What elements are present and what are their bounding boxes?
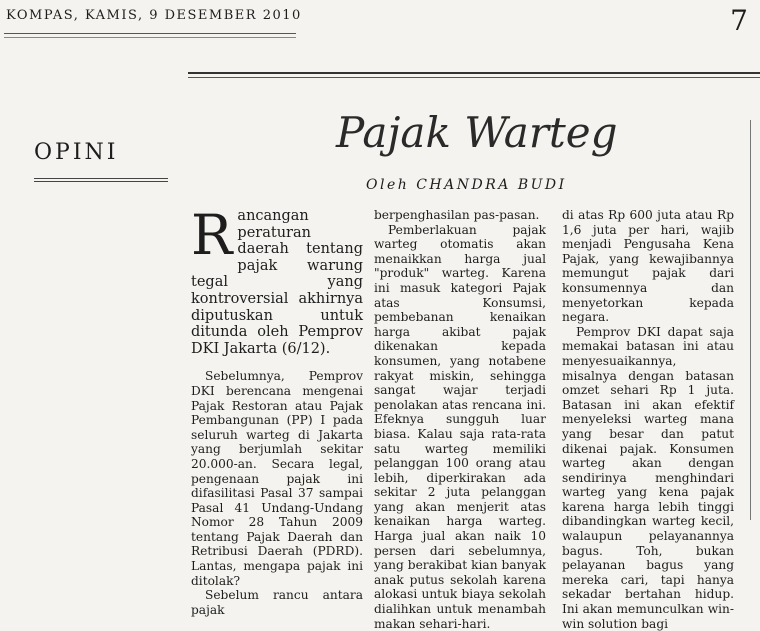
paragraph: Sebelumnya, Pemprov DKI berencana mengenai Pajak Restoran atau Pajak Pembangunan (PP) I pada seluruh warteg di Jakarta yang berjumlah sekitar 20.000-an. Secara legal, pengenaan pajak ini difasilitasi Pasal 37 sampai Pasal 41 Undang-Undang Nomor 28 Tahun 2009 tentang Pajak Daerah dan Retribusi Daerah (PDRD). Lantas, mengapa pajak ini ditolak? (191, 369, 363, 588)
paragraph: Pemprov DKI dapat saja memakai batasan ini atau menyesuaikannya, misalnya dengan batasan omzet sehari Rp 1 juta. Batasan ini akan efektif menyeleksi warteg mana yang besar dan patut dikenai pajak. Konsumen warteg akan dengan sendirinya menghindari warteg yang kena pajak karena harga lebih tinggi dibandingkan warteg kecil, walaupun pelayanannya bagus. Toh, bukan pelayanan bagus yang mereka cari, tapi hanya sekadar bertahan hidup. Ini akan memunculkan win-win solution bagi (562, 324, 734, 631)
article-title: Pajak Warteg (336, 108, 618, 157)
section-label: OPINI (34, 140, 119, 165)
byline: Oleh CHANDRA BUDI (366, 177, 567, 193)
section-rule (34, 181, 168, 182)
date-line: KOMPAS, KAMIS, 9 DESEMBER 2010 (6, 8, 302, 23)
paragraph: Pemberlakuan pajak warteg otomatis akan menaikkan harga jual "produk" warteg. Karena ini masuk kategori Pajak atas Konsumsi, pembebanan kenaikan harga akibat pajak dikenakan kepada konsumen, yang notabene rakyat miskin, sehingga sangat wajar terjadi penolakan atas rencana ini. Efeknya sungguh luar biasa. Kalau saja rata-rata satu warteg memiliki pelanggan 100 orang atau lebih, diperkirakan ada sekitar 2 juta pelanggan yang akan menjerit atas kenaikan harga warteg. Harga jual akan naik 10 persen dari sebelumnya, yang berakibat kian banyak anak putus sekolah karena alokasi untuk biaya sekolah dialihkan untuk menambah makan sehari-hari. (374, 222, 546, 631)
top-rule (188, 77, 760, 78)
drop-cap: R (191, 203, 233, 267)
page-number: 7 (730, 4, 748, 37)
paragraph: di atas Rp 600 juta atau Rp 1,6 juta per hari, wajib menjadi Pengusaha Kena Pajak, yang kewajibannya memungut pajak dari konsumennya dan menyetorkan kepada negara. (562, 208, 734, 325)
header-rule (4, 37, 296, 38)
column-2 (374, 208, 546, 631)
column-rule (750, 120, 751, 520)
section-rule (34, 178, 168, 179)
paragraph: Sebelum rancu antara pajak (191, 588, 363, 617)
column-3 (562, 208, 734, 631)
paragraph-gap (191, 357, 363, 369)
column-1 (191, 203, 363, 617)
paragraph: berpenghasilan pas-pasan. (374, 208, 540, 222)
lead-text: ancangan peraturan daerah tentang pajak warung tegal yang kontroversial akhirnya diputuskan untuk ditunda oleh Pemprov DKI Jakarta (6/12). (191, 208, 363, 357)
lead-paragraph (191, 203, 363, 357)
header-rule (4, 33, 296, 34)
top-rule (188, 72, 760, 74)
